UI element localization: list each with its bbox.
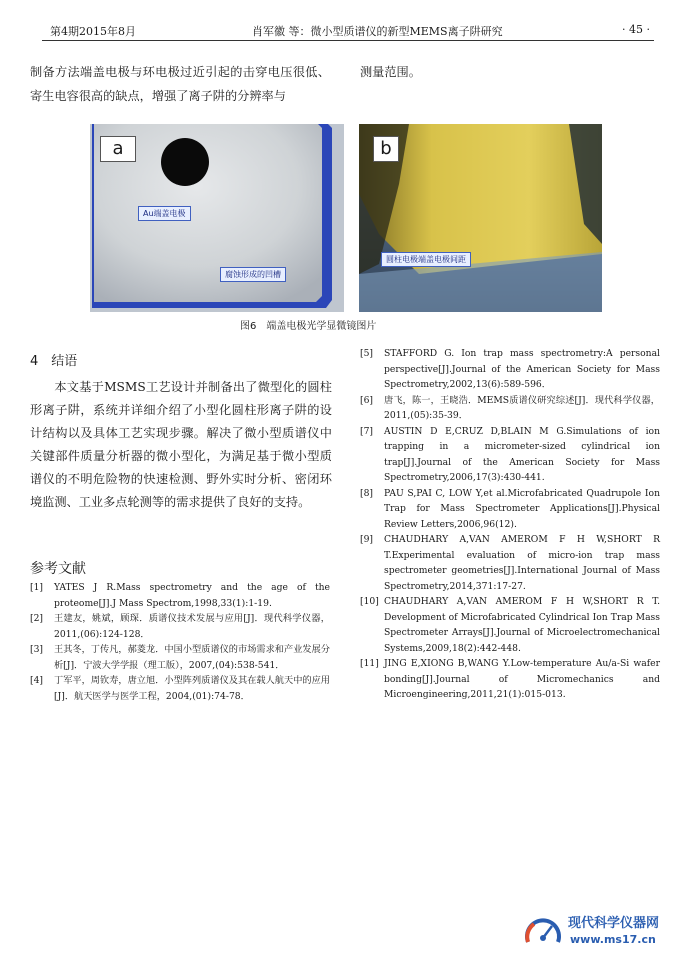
panel-b-label: b (373, 136, 399, 162)
watermark-site-name: 现代科学仪器网 (568, 916, 660, 931)
reference-item: [9] CHAUDHARY A,VAN AMEROM F H W,SHORT R T.Experimental evaluation of micro-ion trap mass spectrometer geometries[J].International Journal of Mass Spectrometry,2014,371:17-27. (360, 534, 660, 592)
figure-panel-b (359, 124, 602, 312)
references-left-column (30, 580, 330, 704)
reference-item: [6] 唐飞，陈一，王晓浩．MEMS质谱仪研究综述[J]．现代科学仪器，2011,(05):35-39． (360, 394, 660, 421)
running-title: 肖军徽 等：微小型质谱仪的新型MEMS离子阱研究 (252, 25, 503, 38)
reference-item: [5] STAFFORD G. Ion trap mass spectrometry:A personal perspective[J].Journal of the American Society for Mass Spectrometry,2002,13(6):589-596． (360, 348, 660, 390)
reference-item: [11] JING E,XIONG B,WANG Y.Low-temperature Au/a-Si wafer bonding[J].Journal of Micromechanics and Microengineering,2011,21(1):015-013. (360, 658, 660, 700)
reference-item: [2] 王建友，姚斌，顾琛．质谱仪技术发展与应用[J]．现代科学仪器，2011,(06):124-128． (30, 613, 330, 640)
reference-item: [1] YATES J R.Mass spectrometry and the age of the proteome[J].J Mass Spectrom,1998,33(1):1-19. (30, 582, 330, 609)
journal-issue: 第4期2015年8月 (50, 25, 136, 38)
reference-item: [7] AUSTIN D E,CRUZ D,BLAIN M G.Simulations of ion trapping in a micrometer-sized cylindrical ion trap[J].Journal of the American Society for Mass Spectrometry,2006,17(3):430-441. (360, 425, 660, 483)
panel-a-label: a (100, 136, 136, 162)
page-number: · 45 · (622, 23, 650, 36)
reference-item: [8] PAU S,PAI C, LOW Y,et al.Microfabricated Quadrupole Ion Trap for Mass Spectrometer Applications[J].Physical Review Letters,2006,96(12). (360, 487, 660, 530)
reference-item: [3] 王其冬，丁传凡，郝菱龙．中国小型质谱仪的市场需求和产业发展分析[J]．宁波大学学报（理工版），2007,(04):538-541． (30, 644, 330, 671)
figure-panel-a (90, 124, 344, 312)
trap-hole (161, 138, 209, 186)
tag-electrode-gap: 圆柱电极端盖电极间距 (381, 252, 471, 267)
intro-right-text: 测量范围。 (360, 65, 421, 79)
watermark-logo (520, 906, 680, 954)
tag-au-electrode: Au端盖电极 (138, 206, 191, 221)
gauge-icon (520, 908, 566, 954)
tag-etched-groove: 腐蚀形成的凹槽 (220, 267, 286, 282)
watermark-url: www.ms17.cn (570, 933, 656, 946)
section-body: 本文基于MSMS工艺设计并制备出了微型化的圆柱形离子阱，系统并详细介绍了小型化圆柱形离子阱的设计结构以及具体工艺实现步骤。解决了微小型质谱仪中关键部件质量分析器的微小型化，为满足基于微小型质谱仪的不明危险物的快速检测、野外实时分析、密闭环境监测、工业多点轮测等的需求提供了良好的支持。 (30, 380, 332, 509)
intro-left-text: 制备方法端盖电极与环电极过近引起的击穿电压很低、寄生电容很高的缺点，增强了离子阱的分辨率与 (30, 65, 330, 103)
reference-item: [10] CHAUDHARY A,VAN AMEROM F H W,SHORT R T. Development of Microfabricated Cylindrical Ion Trap Mass Spectrometer Arrays[J].Journal of Microelectromechanical Systems,2009,18(2):442-448. (360, 596, 660, 654)
references-title: 参考文献 (30, 561, 86, 577)
figure-caption: 图6 端盖电极光学显微镜图片 (240, 321, 377, 332)
reference-item: [4] 丁军平，周钦寿，唐立旭．小型阵列质谱仪及其在载人航天中的应用[J]．航天医学与医学工程，2004,(01):74-78． (30, 675, 330, 702)
references-right-column (360, 346, 660, 703)
section-title: 4 结语 (30, 354, 78, 369)
page-header (42, 20, 654, 41)
